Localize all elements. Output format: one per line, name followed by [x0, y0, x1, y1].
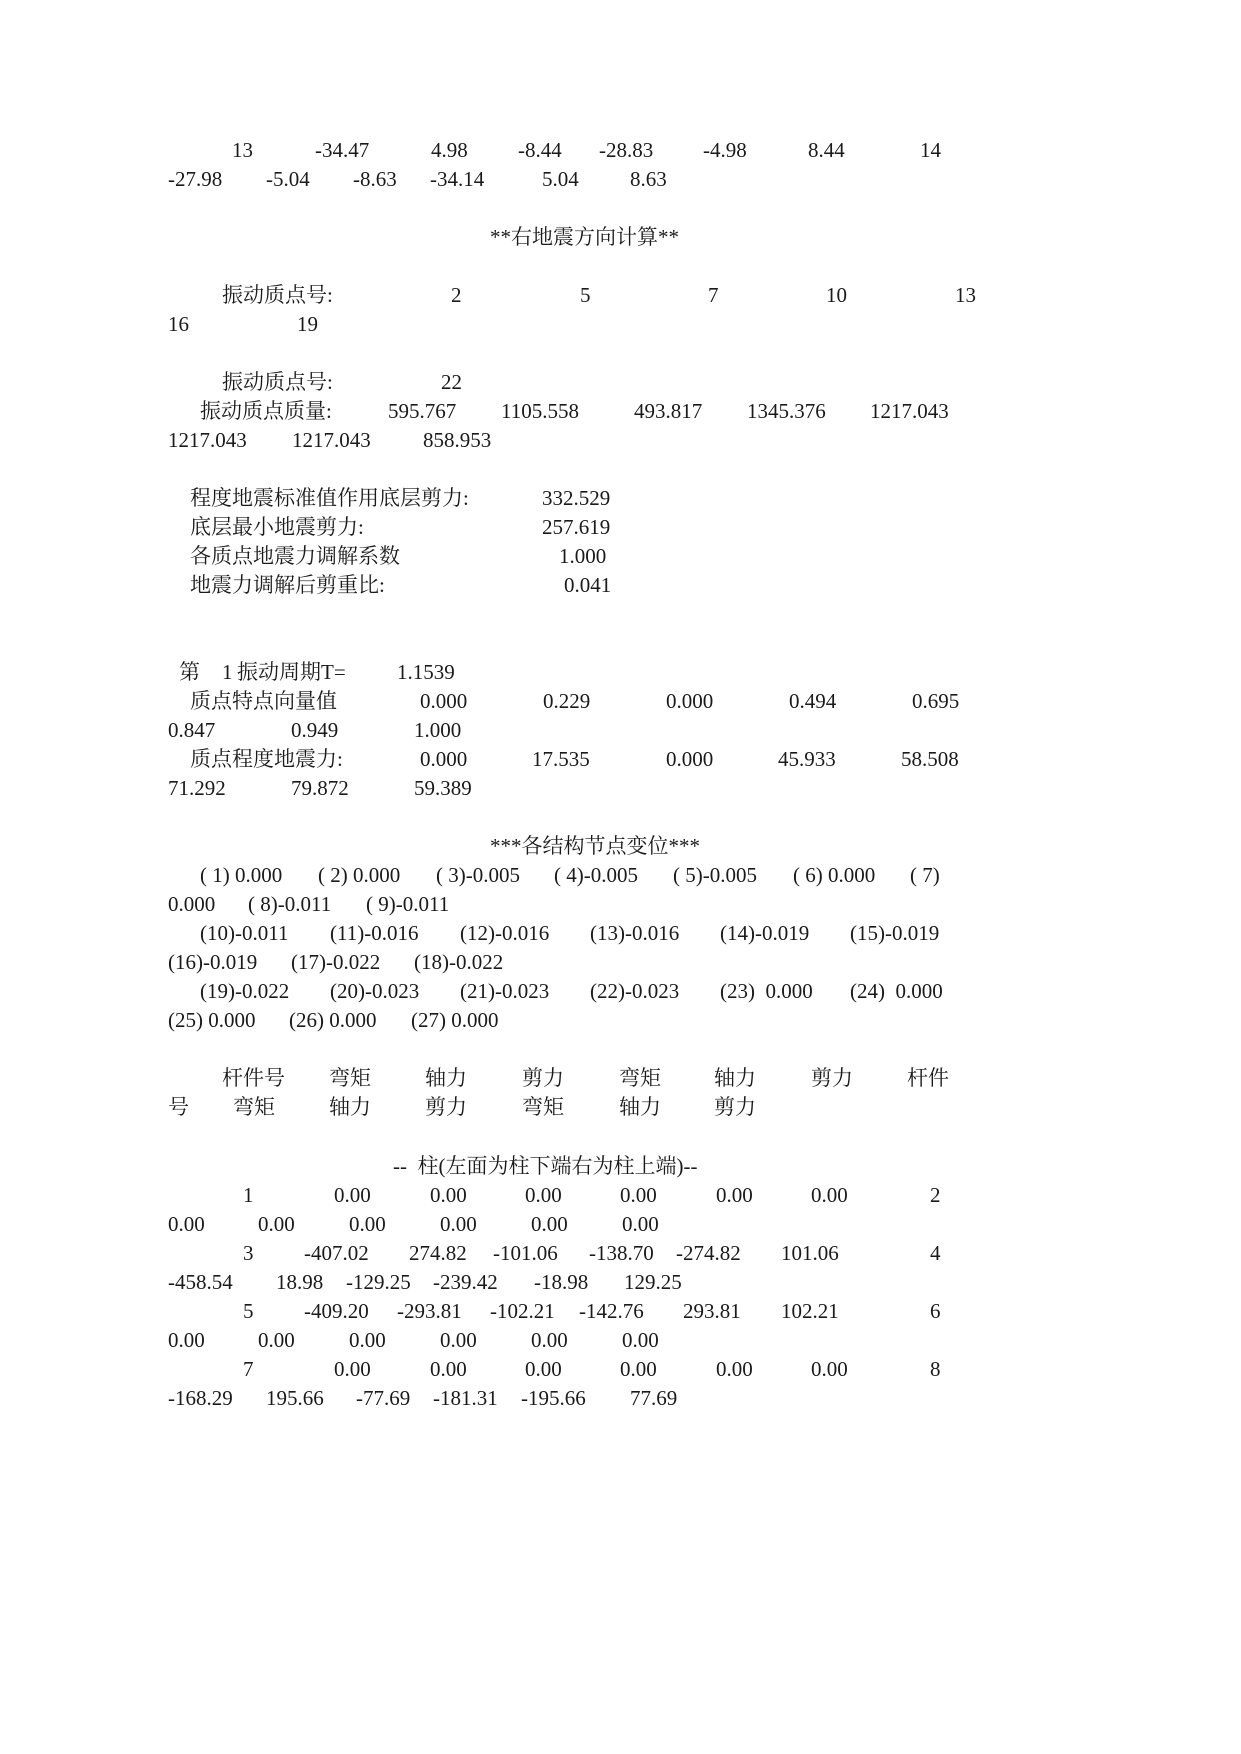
- label: 振动周期T=: [237, 660, 346, 684]
- text-cell: 0.00: [531, 1328, 568, 1352]
- text-cell: 1217.043: [292, 428, 371, 452]
- column-header: 剪力: [811, 1066, 853, 1090]
- text-cell: 0.00: [622, 1328, 659, 1352]
- text-cell: 0.00: [811, 1357, 848, 1381]
- text-cell: 0.00: [620, 1357, 657, 1381]
- text-cell: 0.00: [716, 1183, 753, 1207]
- text-cell: 274.82: [409, 1241, 467, 1265]
- text-cell: ( 8)-0.011: [248, 892, 332, 916]
- text-cell: 0.695: [912, 689, 960, 713]
- text-cell: 13: [232, 138, 253, 162]
- text-cell: -34.47: [315, 138, 370, 162]
- text-cell: 5: [243, 1299, 254, 1323]
- value: 332.529: [542, 486, 611, 510]
- value: 257.619: [542, 515, 611, 539]
- section-heading: -- 柱(左面为柱下端右为柱上端)--: [393, 1154, 698, 1178]
- text-cell: 0.00: [811, 1183, 848, 1207]
- label: 地震力调解后剪重比:: [190, 573, 385, 597]
- column-header: 弯矩: [619, 1066, 661, 1090]
- text-cell: -18.98: [534, 1270, 589, 1294]
- text-cell: 71.292: [168, 776, 226, 800]
- text-cell: -8.63: [353, 167, 397, 191]
- text-cell: 0.000: [666, 747, 714, 771]
- text-cell: 2: [930, 1183, 941, 1207]
- text-cell: (20)-0.023: [330, 979, 420, 1003]
- text-cell: (14)-0.019: [720, 921, 810, 945]
- text-cell: -458.54: [168, 1270, 233, 1294]
- text-cell: 0.000: [420, 747, 468, 771]
- text-cell: -4.98: [703, 138, 747, 162]
- text-cell: 0.00: [258, 1328, 295, 1352]
- text-cell: (12)-0.016: [460, 921, 550, 945]
- text-cell: 5: [580, 283, 591, 307]
- text-cell: (16)-0.019: [168, 950, 258, 974]
- text-cell: (27) 0.000: [411, 1008, 499, 1032]
- column-header: 轴力: [714, 1066, 756, 1090]
- text-cell: 1345.376: [747, 399, 826, 423]
- text-cell: 0.00: [525, 1357, 562, 1381]
- text-cell: 3: [243, 1241, 254, 1265]
- column-header: 轴力: [329, 1095, 371, 1119]
- text-cell: 4: [930, 1241, 941, 1265]
- text-cell: 1: [243, 1183, 254, 1207]
- text-cell: (10)-0.011: [200, 921, 289, 945]
- text-cell: 19: [297, 312, 318, 336]
- text-cell: 10: [826, 283, 847, 307]
- text-cell: 102.21: [781, 1299, 839, 1323]
- text-cell: 101.06: [781, 1241, 839, 1265]
- column-header: 剪力: [714, 1095, 756, 1119]
- text-cell: 1105.558: [501, 399, 579, 423]
- text-cell: 129.25: [624, 1270, 682, 1294]
- text-cell: 0.00: [716, 1357, 753, 1381]
- text-cell: -138.70: [589, 1241, 654, 1265]
- text-cell: 79.872: [291, 776, 349, 800]
- column-header: 弯矩: [233, 1095, 275, 1119]
- column-header: 号: [168, 1095, 189, 1119]
- text-cell: (18)-0.022: [414, 950, 504, 974]
- text-cell: 1: [222, 660, 233, 684]
- text-cell: 8.63: [630, 167, 667, 191]
- text-cell: (11)-0.016: [330, 921, 419, 945]
- text-cell: -168.29: [168, 1386, 233, 1410]
- text-cell: ( 3)-0.005: [436, 863, 520, 887]
- text-cell: (25) 0.000: [168, 1008, 256, 1032]
- text-cell: ( 5)-0.005: [673, 863, 757, 887]
- text-cell: -34.14: [430, 167, 485, 191]
- text-cell: -409.20: [304, 1299, 369, 1323]
- column-header: 杆件号: [222, 1066, 285, 1090]
- label: 程度地震标准值作用底层剪力:: [190, 486, 469, 510]
- text-cell: 7: [708, 283, 719, 307]
- text-cell: 45.933: [778, 747, 836, 771]
- column-header: 弯矩: [522, 1095, 564, 1119]
- text-cell: 0.949: [291, 718, 339, 742]
- column-header: 剪力: [522, 1066, 564, 1090]
- label: 各质点地震力调解系数: [190, 544, 400, 568]
- text-cell: 0.494: [789, 689, 837, 713]
- text-cell: (26) 0.000: [289, 1008, 377, 1032]
- label: 第: [179, 660, 200, 684]
- text-cell: 293.81: [683, 1299, 741, 1323]
- text-cell: 0.00: [430, 1183, 467, 1207]
- text-cell: (21)-0.023: [460, 979, 550, 1003]
- text-cell: -195.66: [521, 1386, 586, 1410]
- text-cell: (23) 0.000: [720, 979, 813, 1003]
- text-cell: 1217.043: [870, 399, 949, 423]
- column-header: 轴力: [425, 1066, 467, 1090]
- column-header: 杆件: [907, 1066, 949, 1090]
- text-cell: 0.00: [531, 1212, 568, 1236]
- text-cell: -274.82: [676, 1241, 741, 1265]
- text-cell: 0.229: [543, 689, 591, 713]
- label: 质点特点向量值: [190, 689, 337, 713]
- value: 0.041: [564, 573, 612, 597]
- text-cell: 195.66: [266, 1386, 324, 1410]
- text-cell: 858.953: [423, 428, 492, 452]
- text-cell: 2: [451, 283, 462, 307]
- text-cell: 58.508: [901, 747, 959, 771]
- text-cell: 22: [441, 370, 462, 394]
- text-cell: 77.69: [630, 1386, 678, 1410]
- label: 质点程度地震力:: [190, 747, 343, 771]
- text-cell: 18.98: [276, 1270, 324, 1294]
- text-cell: 0.00: [334, 1357, 371, 1381]
- text-cell: (22)-0.023: [590, 979, 680, 1003]
- text-cell: 16: [168, 312, 189, 336]
- text-cell: 5.04: [542, 167, 579, 191]
- text-cell: 0.00: [258, 1212, 295, 1236]
- text-cell: 0.00: [349, 1328, 386, 1352]
- text-cell: 0.00: [168, 1212, 205, 1236]
- value: 1.1539: [397, 660, 455, 684]
- text-cell: 1217.043: [168, 428, 247, 452]
- text-cell: -101.06: [493, 1241, 558, 1265]
- text-cell: 8.44: [808, 138, 845, 162]
- value: 1.000: [559, 544, 607, 568]
- section-heading: **右地震方向计算**: [490, 225, 679, 249]
- text-cell: (19)-0.022: [200, 979, 290, 1003]
- text-cell: 17.535: [532, 747, 590, 771]
- text-cell: 0.00: [440, 1328, 477, 1352]
- text-cell: -129.25: [346, 1270, 411, 1294]
- text-cell: ( 9)-0.011: [366, 892, 450, 916]
- section-heading: ***各结构节点变位***: [490, 834, 700, 858]
- text-cell: -8.44: [518, 138, 562, 162]
- text-cell: 13: [955, 283, 976, 307]
- text-cell: -5.04: [266, 167, 310, 191]
- text-cell: (13)-0.016: [590, 921, 680, 945]
- text-cell: (24) 0.000: [850, 979, 943, 1003]
- text-cell: ( 2) 0.000: [318, 863, 401, 887]
- text-cell: (17)-0.022: [291, 950, 381, 974]
- text-cell: 595.767: [388, 399, 457, 423]
- label: 振动质点质量:: [200, 399, 332, 423]
- text-cell: 0.00: [525, 1183, 562, 1207]
- text-cell: 14: [920, 138, 941, 162]
- text-cell: 7: [243, 1357, 254, 1381]
- text-cell: 8: [930, 1357, 941, 1381]
- text-cell: -239.42: [433, 1270, 498, 1294]
- text-cell: ( 1) 0.000: [200, 863, 283, 887]
- column-header: 剪力: [425, 1095, 467, 1119]
- text-cell: 4.98: [431, 138, 468, 162]
- text-cell: -77.69: [356, 1386, 411, 1410]
- text-cell: 59.389: [414, 776, 472, 800]
- label: 底层最小地震剪力:: [190, 515, 364, 539]
- text-cell: ( 7): [910, 863, 940, 887]
- text-cell: -102.21: [490, 1299, 555, 1323]
- text-cell: 0.00: [622, 1212, 659, 1236]
- text-cell: 0.847: [168, 718, 216, 742]
- text-cell: -28.83: [599, 138, 654, 162]
- text-cell: -407.02: [304, 1241, 369, 1265]
- text-cell: 1.000: [414, 718, 462, 742]
- text-cell: ( 6) 0.000: [793, 863, 876, 887]
- text-cell: 0.00: [168, 1328, 205, 1352]
- text-cell: (15)-0.019: [850, 921, 940, 945]
- text-cell: 0.00: [349, 1212, 386, 1236]
- text-cell: 0.00: [334, 1183, 371, 1207]
- text-cell: 0.00: [440, 1212, 477, 1236]
- text-cell: 0.000: [420, 689, 468, 713]
- text-cell: ( 4)-0.005: [554, 863, 638, 887]
- text-cell: -293.81: [397, 1299, 462, 1323]
- text-cell: 0.000: [666, 689, 714, 713]
- text-cell: 493.817: [634, 399, 703, 423]
- text-cell: 6: [930, 1299, 941, 1323]
- text-cell: -181.31: [433, 1386, 498, 1410]
- label: 振动质点号:: [222, 370, 333, 394]
- text-cell: -27.98: [168, 167, 223, 191]
- label: 振动质点号:: [222, 283, 333, 307]
- text-cell: 0.00: [620, 1183, 657, 1207]
- text-cell: -142.76: [579, 1299, 644, 1323]
- column-header: 弯矩: [329, 1066, 371, 1090]
- text-cell: 0.000: [168, 892, 216, 916]
- column-header: 轴力: [619, 1095, 661, 1119]
- text-cell: 0.00: [430, 1357, 467, 1381]
